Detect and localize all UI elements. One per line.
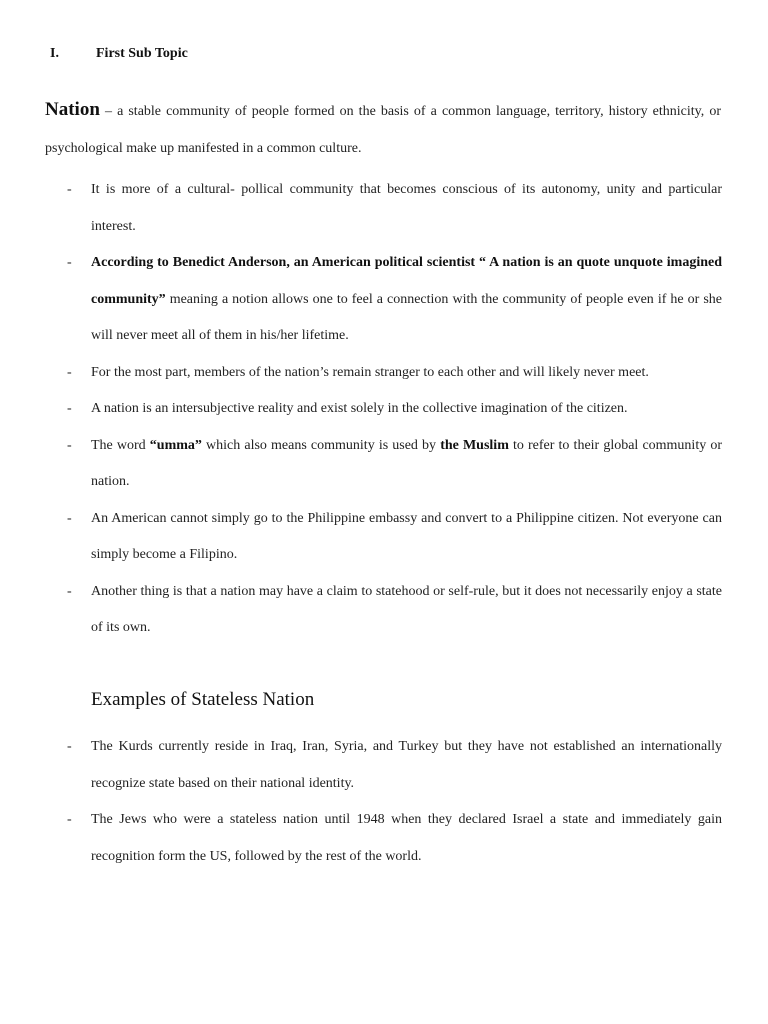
bullet-text: which also means community is used by bbox=[201, 437, 441, 453]
sub-topic-heading bbox=[50, 46, 188, 62]
bullet-dash: - bbox=[67, 739, 72, 754]
bullet-text: It is more of a cultural- pollical community that becomes conscious of its autonomy, unity and particular interest. bbox=[91, 182, 722, 234]
list-item bbox=[0, 391, 722, 428]
list-item bbox=[0, 574, 722, 647]
bullet-bold-text: the Muslim bbox=[440, 437, 509, 453]
list-item bbox=[0, 501, 722, 574]
bullet-bold-text: According to Benedict Anderson, an American political scientist “ A nation is an quote unquote imagined community” bbox=[91, 255, 722, 307]
bullet-text: A nation is an intersubjective reality and exist solely in the collective imagination of the citizen. bbox=[91, 401, 628, 416]
list-item bbox=[0, 355, 722, 392]
examples-section-title: Examples of Stateless Nation bbox=[91, 689, 315, 710]
bullet-text: The Jews who were a stateless nation until 1948 when they declared Israel a state and immediately gain recognition form the US, followed by the rest of the world. bbox=[91, 812, 722, 864]
nation-definition bbox=[45, 91, 721, 167]
bullet-text: The word bbox=[91, 437, 150, 453]
list-item bbox=[0, 802, 722, 875]
bullet-dash: - bbox=[67, 255, 72, 270]
list-item bbox=[0, 428, 722, 501]
bullet-dash: - bbox=[67, 364, 72, 380]
definition-term: Nation bbox=[45, 99, 100, 120]
list-item bbox=[0, 245, 722, 355]
examples-bullet-list bbox=[0, 729, 768, 875]
bullet-dash: - bbox=[67, 812, 72, 827]
bullet-text: Another thing is that a nation may have a claim to statehood or self-rule, but it does not necessarily enjoy a state of its own. bbox=[91, 583, 722, 635]
bullet-dash: - bbox=[67, 510, 72, 526]
list-item bbox=[0, 172, 722, 245]
definition-text: – a stable community of people formed on the basis of a common language, territory, history ethnicity, or psychological make up manifested in a common culture. bbox=[45, 104, 721, 156]
bullet-text: to refer to their global community or nation. bbox=[91, 437, 722, 489]
bullet-text: An American cannot simply go to the Philippine embassy and convert to a Philippine citizen. Not everyone can simply become a Filipino. bbox=[91, 510, 722, 562]
bullet-text: meaning a notion allows one to feel a connection with the community of people even if he or she will never meet all of them in his/her lifetime. bbox=[91, 291, 722, 343]
bullet-text: For the most part, members of the nation’s remain stranger to each other and will likely never meet. bbox=[91, 364, 649, 380]
heading-number: I. bbox=[50, 46, 59, 61]
nation-bullet-list bbox=[0, 172, 768, 647]
list-item bbox=[0, 729, 722, 802]
bullet-dash: - bbox=[67, 437, 72, 453]
bullet-dash: - bbox=[67, 583, 72, 599]
bullet-text: The Kurds currently reside in Iraq, Iran, Syria, and Turkey but they have not established an internationally recognize state based on their national identity. bbox=[91, 739, 722, 791]
heading-title: First Sub Topic bbox=[96, 46, 188, 61]
bullet-bold-text: “umma” bbox=[149, 437, 202, 453]
bullet-dash: - bbox=[67, 401, 72, 416]
bullet-dash: - bbox=[67, 182, 72, 197]
